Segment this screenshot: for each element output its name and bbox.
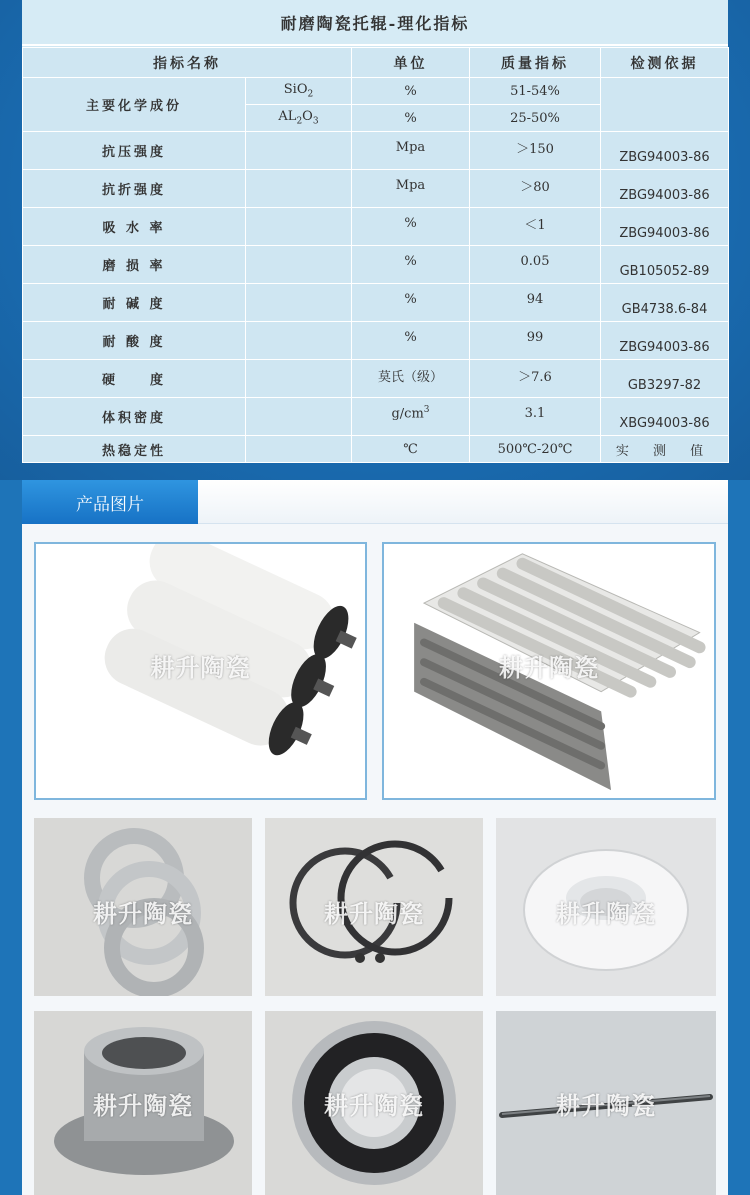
spec-table: [22, 47, 729, 463]
spec-title: 耐磨陶瓷托辊-理化指标: [22, 0, 728, 46]
product-images-tab[interactable]: 产品图片: [22, 480, 198, 524]
table-row: [23, 170, 729, 208]
chem-quality: 51-54%: [470, 78, 601, 105]
row-name: 硬 度: [23, 360, 246, 398]
table-row: [23, 284, 729, 322]
product-photo-tube-stack[interactable]: [382, 542, 716, 800]
table-header-row: [23, 48, 729, 78]
row-unit: 莫氏（级）: [352, 360, 470, 398]
row-quality: ＜1: [470, 208, 601, 246]
header-name: 指标名称: [23, 48, 352, 78]
row-unit: %: [352, 246, 470, 284]
row-name: 磨 损 率: [23, 246, 246, 284]
watermark: 耕升陶瓷: [324, 1092, 424, 1120]
table-row: [23, 360, 729, 398]
row-quality: 3.1: [470, 398, 601, 436]
row-name: 耐 酸 度: [23, 322, 246, 360]
table-row: [23, 78, 729, 105]
table-row: [23, 246, 729, 284]
table-row: [23, 208, 729, 246]
watermark: 耕升陶瓷: [93, 1092, 193, 1120]
header-quality: 质量指标: [470, 48, 601, 78]
row-name: 抗压强度: [23, 132, 246, 170]
table-row: [23, 322, 729, 360]
product-images-header: [22, 480, 728, 524]
row-name: 抗折强度: [23, 170, 246, 208]
row-name: 耐 碱 度: [23, 284, 246, 322]
row-unit: ℃: [352, 436, 470, 463]
row-quality: 99: [470, 322, 601, 360]
table-row: [23, 436, 729, 463]
spec-panel: [22, 0, 728, 463]
chem-quality: 25-50%: [470, 105, 601, 132]
chem-formula: $AL_2O_3$: [246, 105, 352, 132]
product-photo-ball-bearing[interactable]: [265, 1011, 483, 1195]
product-photo-seal-ring[interactable]: [496, 818, 716, 996]
header-unit: 单位: [352, 48, 470, 78]
product-photo-bearing-housing[interactable]: [34, 1011, 252, 1195]
row-name: 体积密度: [23, 398, 246, 436]
product-photo-washers[interactable]: [34, 818, 252, 996]
row-basis: 实 测 值: [601, 436, 729, 463]
row-unit: $g/cm^3$: [352, 398, 470, 436]
product-photo-white-rollers[interactable]: [34, 542, 367, 800]
chem-unit: %: [352, 105, 470, 132]
watermark: 耕升陶瓷: [324, 900, 424, 928]
row-basis: GB4738.6-84: [601, 284, 729, 322]
row-unit: %: [352, 284, 470, 322]
product-photo-shaft[interactable]: [496, 1011, 716, 1195]
row-quality: ＞150: [470, 132, 601, 170]
watermark: 耕升陶瓷: [150, 654, 251, 682]
spec-section: [0, 0, 750, 480]
product-images-section: [22, 480, 728, 1195]
chem-name: 主要化学成份: [23, 78, 246, 132]
row-unit: %: [352, 208, 470, 246]
row-basis: ZBG94003-86: [601, 322, 729, 360]
watermark: 耕升陶瓷: [556, 900, 656, 928]
row-unit: Mpa: [352, 132, 470, 170]
row-basis: GB3297-82: [601, 360, 729, 398]
watermark: 耕升陶瓷: [556, 1092, 656, 1120]
row-basis: XBG94003-86: [601, 398, 729, 436]
table-row: [23, 398, 729, 436]
row-quality: 94: [470, 284, 601, 322]
row-quality: ＞80: [470, 170, 601, 208]
header-basis: 检测依据: [601, 48, 729, 78]
row-basis: GB105052-89: [601, 246, 729, 284]
row-basis: ZBG94003-86: [601, 208, 729, 246]
row-quality: 0.05: [470, 246, 601, 284]
row-basis: ZBG94003-86: [601, 170, 729, 208]
watermark: 耕升陶瓷: [93, 900, 193, 928]
row-name: 热稳定性: [23, 436, 246, 463]
row-quality: ＞7.6: [470, 360, 601, 398]
row-unit: %: [352, 322, 470, 360]
watermark: 耕升陶瓷: [499, 654, 599, 682]
row-name: 吸 水 率: [23, 208, 246, 246]
table-row: [23, 132, 729, 170]
row-unit: Mpa: [352, 170, 470, 208]
chem-unit: %: [352, 78, 470, 105]
chem-formula: SiO$_2$: [246, 78, 352, 105]
row-quality: 500℃-20℃: [470, 436, 601, 463]
row-basis: ZBG94003-86: [601, 132, 729, 170]
product-photo-circlips[interactable]: [265, 818, 483, 996]
chem-basis: [601, 78, 729, 132]
